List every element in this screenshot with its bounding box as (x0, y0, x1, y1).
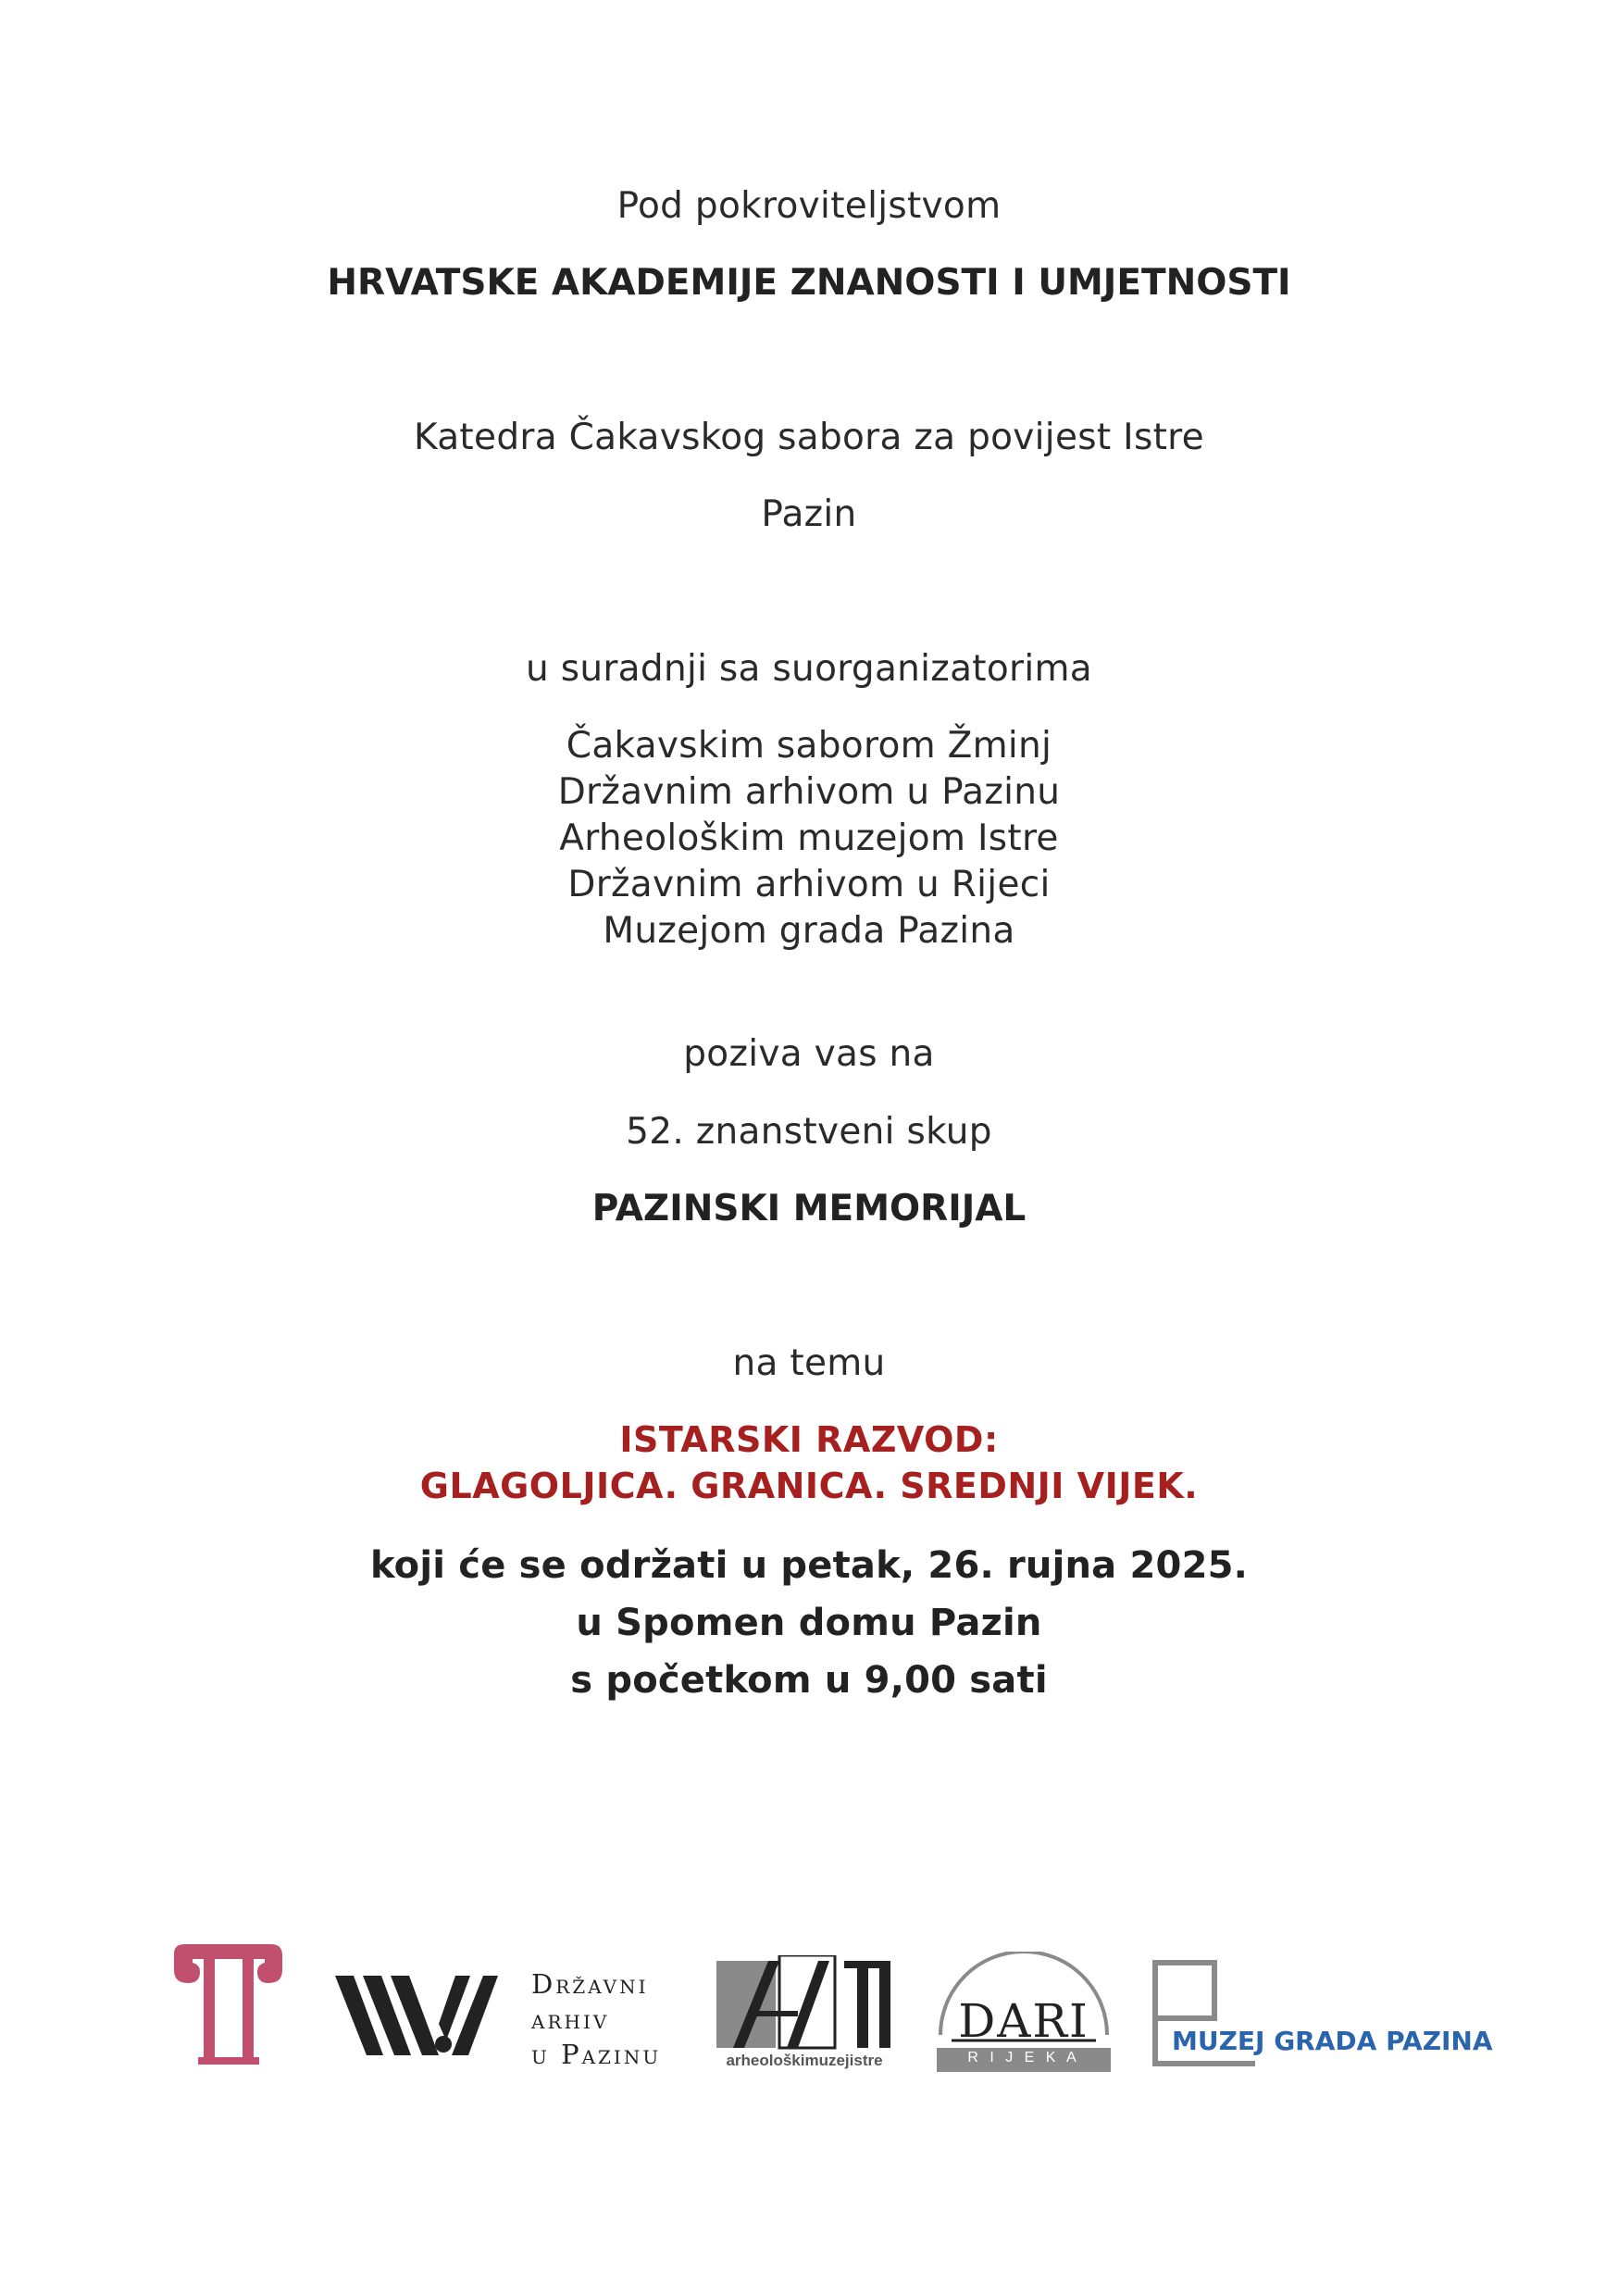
event-name: PAZINSKI MEMORIJAL (591, 1188, 1027, 1229)
event-time: s početkom u 9,00 sati (570, 1659, 1048, 1702)
chakavski-sabor-logo (335, 1970, 498, 2065)
dari-name: DARI (958, 1994, 1089, 2048)
coorganizer-item: Državnim arhivom u Pazinu (557, 771, 1061, 813)
event-number: 52. znanstveni skup (626, 1111, 992, 1153)
event-date: koji će se održati u petak, 26. rujna 2025. (369, 1544, 1249, 1587)
dari-city: R I J E K A (967, 2050, 1080, 2065)
arhiv-pazin-line: u Pazinu (531, 2039, 662, 2070)
coorganizer-item: Čakavskim saborom Žminj (566, 725, 1052, 767)
arhiv-pazin-line: Državni (531, 1968, 649, 2000)
patronage-intro: Pod pokroviteljstvom (616, 185, 1002, 227)
organizer-city: Pazin (761, 493, 857, 535)
invitation-intro: poziva vas na (683, 1033, 935, 1075)
ami-caption: arheološkimuzejistre (726, 2052, 883, 2069)
coorganizer-item: Arheološkim muzejom Istre (559, 817, 1059, 859)
theme-intro: na temu (732, 1342, 886, 1384)
patronage-name: HRVATSKE AKADEMIJE ZNANOSTI I UMJETNOSTI (327, 262, 1291, 304)
event-venue: u Spomen domu Pazin (576, 1602, 1042, 1644)
muzej-name: MUZEJ GRADA PAZINA (1172, 2026, 1493, 2056)
theme-title-line2: GLAGOLJICA. GRANICA. SREDNJI VIJEK. (419, 1466, 1199, 1506)
arhiv-pazin-logo (531, 1966, 661, 2072)
arheoloski-muzej-logo (716, 1955, 892, 2079)
theme-title-line1: ISTARSKI RAZVOD: (619, 1419, 999, 1460)
arhiv-pazin-line: arhiv (531, 2003, 610, 2035)
hazu-logo (165, 1942, 290, 2071)
coorganizers-intro: u suradnji sa suorganizatorima (526, 648, 1092, 690)
coorganizer-item: Muzejom grada Pazina (603, 910, 1015, 952)
coorganizer-item: Državnim arhivom u Rijeci (567, 864, 1051, 905)
organizer-name: Katedra Čakavskog sabora za povijest Istre (414, 417, 1204, 458)
